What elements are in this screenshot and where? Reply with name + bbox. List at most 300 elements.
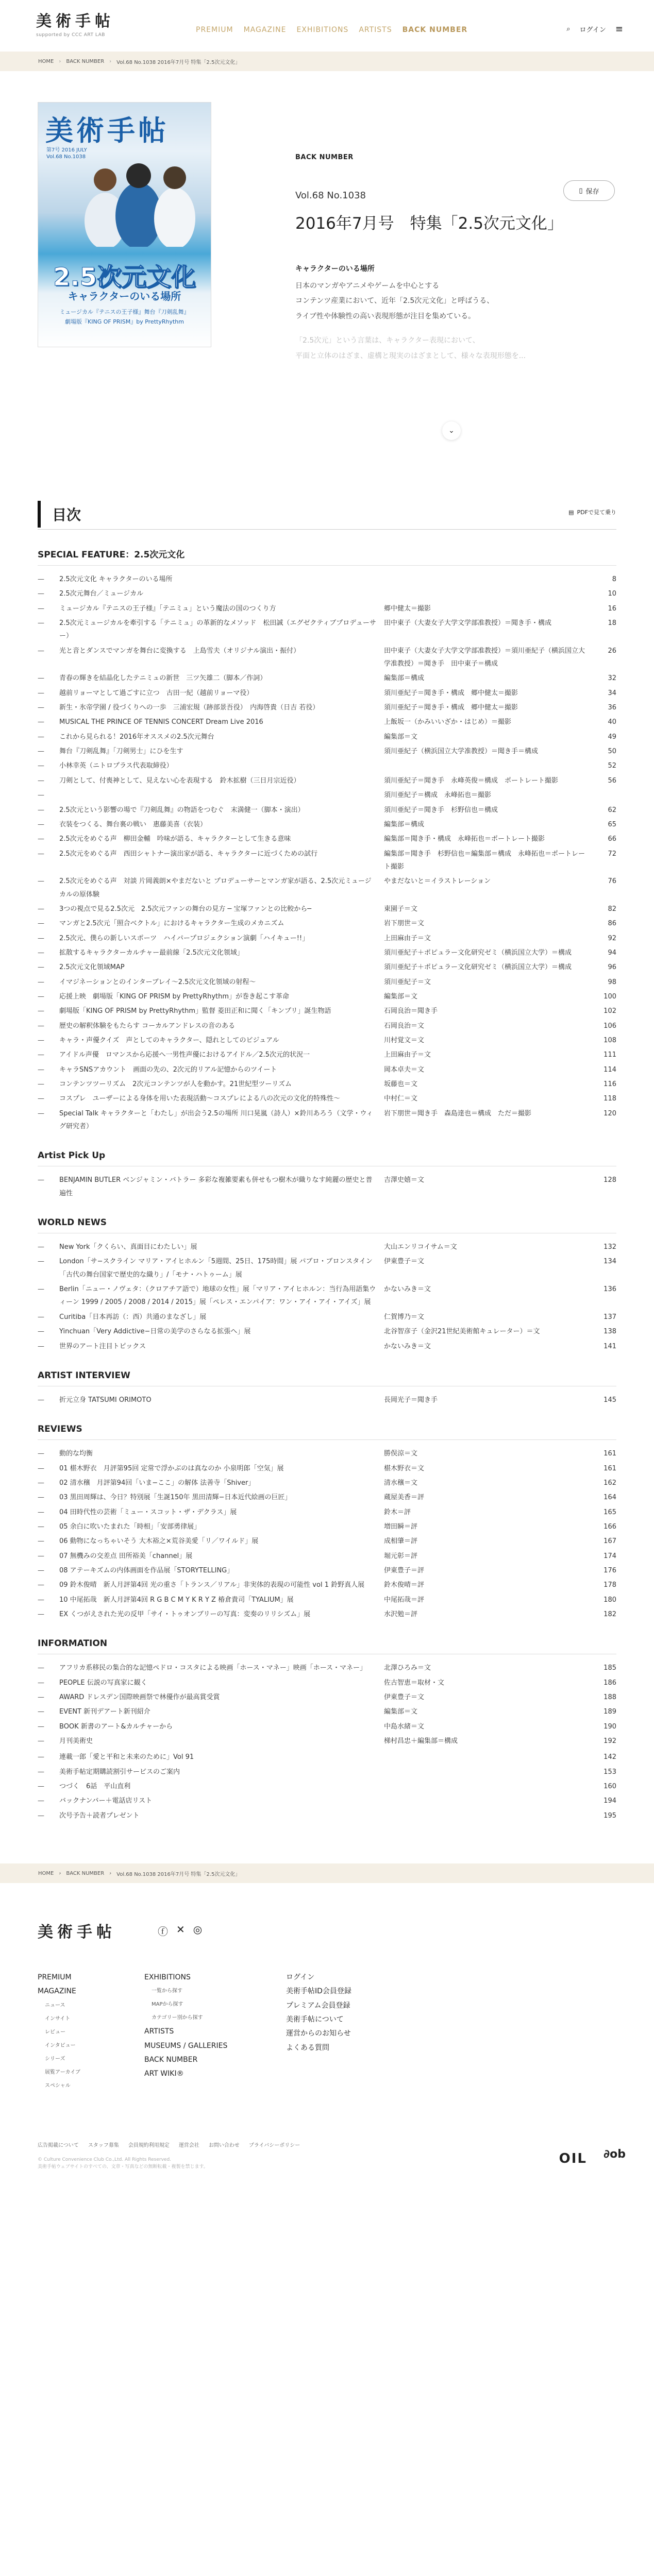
issue-hero <box>0 71 654 499</box>
toc-item-page: 10 <box>608 590 616 598</box>
toc-item-title[interactable]: 09 鈴木俊晴 新人月評第4回 光の重さ「トランス／リアル」非実体的表現の可能性 vol 1 鈴野真人展 <box>59 1581 365 1589</box>
toc-item-title[interactable] <box>59 789 384 802</box>
toc-dash: — <box>38 1596 44 1604</box>
toc-item-page: 153 <box>603 1768 616 1776</box>
footer-sublink[interactable]: MAPから探す <box>152 2002 183 2008</box>
toc-item-title[interactable]: キャラ・声優クイズ 声としてのキャラクター、隠れとしてのビジュアル <box>59 1037 279 1044</box>
toc-item-author: 鈴木俊晴＝評 <box>384 1581 425 1589</box>
login-link[interactable]: ログイン <box>579 26 606 34</box>
toc-item-title[interactable]: イマジネーションとのインターブレイ〜2.5次元文化領域の射程〜 <box>59 978 256 986</box>
toc-item-author <box>384 573 593 586</box>
toc-item-title[interactable]: 08 アテーキズムの内体画面を作品展「STORYTELLING」 <box>59 1566 234 1574</box>
legal-link[interactable]: スタッフ募集 <box>88 2143 119 2149</box>
toc-dash: — <box>38 1313 44 1321</box>
toc-item-title[interactable]: EX くつがえされた光の反甲「サイ・トゥオンブリーの写真：変奏のリリシズム」展 <box>59 1610 311 1618</box>
toc-item-page: 192 <box>603 1737 616 1745</box>
toc-item-author: 堀元彰＝評 <box>384 1552 418 1560</box>
toc-item-title[interactable]: 舞台『刀剣乱舞』「刀剣男士」にひを生す <box>59 748 183 756</box>
toc-section-title: INFORMATION <box>38 1638 616 1654</box>
toc-item-author <box>384 759 593 772</box>
footer-link[interactable]: よくある質問 <box>286 2043 329 2052</box>
toc-section-title: WORLD NEWS <box>38 1217 616 1233</box>
footer-sublink[interactable]: スペシャル <box>45 2082 71 2089</box>
toc-item-author: 成相肇＝評 <box>384 1537 418 1546</box>
toc-item-title[interactable]: London「サ−スクライン マリア・アイヒホルン「5週間、25日、175時間」展 パブロ・ブロンスタイン「古代の舞台国家で歴史的な織り」/「モナ・ハトゥーム」展 <box>59 1258 373 1279</box>
toc-item-page: 161 <box>603 1450 616 1458</box>
footer-logo[interactable]: 美術手帖 <box>38 1923 116 1942</box>
toc-item <box>38 1794 616 1807</box>
toc-item-page: 167 <box>603 1537 616 1546</box>
toc-item-author: 梯村昌忠＋編集部＝構成 <box>384 1737 458 1745</box>
toc-item <box>38 701 616 714</box>
toc-item-title[interactable]: 動的な均衡 <box>59 1450 93 1458</box>
toc-dash: — <box>38 733 44 741</box>
toc-section-title: Artist Pick Up <box>38 1150 616 1166</box>
toc-dash: — <box>38 1342 44 1350</box>
toc-item-author: 増田瞬＝評 <box>384 1522 418 1531</box>
toc-item-title[interactable]: 刀剣として、付喪神として、見えない心を表現する 鈴木拡樹（三日月宗近役） <box>59 776 300 785</box>
toc-dash: — <box>38 1258 44 1266</box>
x-icon[interactable]: ✕ <box>176 1923 185 1936</box>
toc-item-author: 蔵屋美香＝評 <box>384 1494 425 1502</box>
toc-item <box>38 976 616 989</box>
legal-link[interactable]: プライバシーポリシー <box>248 2143 300 2149</box>
toc-dash: — <box>38 934 44 942</box>
toc-item-page: 178 <box>603 1581 616 1589</box>
toc-dash: — <box>38 1797 44 1805</box>
toc-item <box>38 1394 616 1406</box>
logo-sub: supported by CCC ART LAB <box>36 32 105 38</box>
toc-item-page: 145 <box>603 1396 616 1404</box>
footer-link[interactable]: BACK NUMBER <box>144 2055 198 2064</box>
toc-dash: — <box>38 1494 44 1502</box>
toc-item-author: 大山エンリコイサム＝文 <box>384 1243 457 1251</box>
toc-item-title[interactable]: AWARD ドレスデン国際映画祭で林優作が最高賞受賞 <box>59 1693 220 1701</box>
toc-dash: — <box>38 1664 44 1672</box>
menu-icon[interactable]: ≡ <box>615 24 623 35</box>
toc-dash: — <box>38 689 44 697</box>
toc-item-title[interactable]: 次号予告＋読者プレゼント <box>59 1811 140 1820</box>
toc-item-page: 174 <box>603 1552 616 1560</box>
toc-item-title[interactable]: 拡散するキャラクターカルチャー最前線「2.5次元文化領域」 <box>59 948 244 957</box>
toc-item-title[interactable]: 光と音とダンスでマンガを舞台に変換する 上島雪夫（オリジナル演出・振付） <box>59 647 300 655</box>
legal-link[interactable]: 広告掲載について <box>38 2143 79 2149</box>
toc-dash: — <box>38 1037 44 1044</box>
toc-item <box>38 1283 616 1309</box>
cover-image <box>38 102 211 347</box>
toc-dash: — <box>38 1022 44 1030</box>
toc-item <box>38 602 616 615</box>
toc-item <box>38 1241 616 1253</box>
toc-item-author: 編集部＝文 <box>384 1708 418 1716</box>
footer-sublink[interactable]: 一覧から探す <box>152 1988 182 1994</box>
toc-item-title[interactable]: Special Talk キャラクターと「わたし」が出会う2.5の場所 川口晃嵐（詩人）×鈴川あろう（文学・ウィグ研究者） <box>59 1109 373 1131</box>
toc-item-author: 北澤ひろみ＝文 <box>384 1664 431 1672</box>
save-label: 保存 <box>585 188 599 196</box>
toc-item-page: 114 <box>603 1065 616 1074</box>
breadcrumb-item: Vol.68 No.1038 2016年7月号 特集「2.5次元文化」 <box>116 59 241 65</box>
toc-item <box>38 1340 616 1353</box>
toc-item-author: 編集部＝構成 <box>384 674 425 683</box>
cover-title: 美術手帖 <box>45 114 169 147</box>
breadcrumb-item[interactable]: BACK NUMBER <box>66 58 105 64</box>
toc-item-page: 18 <box>608 619 616 628</box>
toc-dash: — <box>38 1722 44 1731</box>
bookmark-icon: ▯ <box>579 187 583 195</box>
toc-item-page: 62 <box>608 806 616 814</box>
toc-item-author <box>384 1809 593 1822</box>
footer-link[interactable]: EXHIBITIONS <box>144 1973 191 1982</box>
toc-item-title[interactable]: 2.5次元をめぐる声 対談 片岡義朗×やまだないと プロデューサーとマンガ家が語る、2.5次元ミュージカルの原体験 <box>59 877 372 899</box>
toc-item <box>38 1564 616 1577</box>
toc-dash: — <box>38 1737 44 1745</box>
breadcrumb-separator-icon: › <box>109 58 112 64</box>
toc-item-title[interactable]: 青春の輝きを結晶化したテニミュの新世 三ツ矢雄二（脚本／作詞） <box>59 674 267 683</box>
toc-item-author: 須川亜紀子（横浜国立大学准教授）＝聞き手＝構成 <box>384 748 539 756</box>
toc-item <box>38 687 616 700</box>
toc-dash: — <box>38 1176 44 1184</box>
toc-item-title[interactable]: アイドル声優 ロマンスから応援へ一男性声優におけるアイドル／2.5次元的状況一 <box>59 1051 310 1059</box>
toc-item-author: 鈴木＝評 <box>384 1508 411 1516</box>
toc-item-page: 102 <box>603 1007 616 1015</box>
toc-item-title[interactable]: 01 椹木野衣 月評第95回 定常で浮かぶのは真なのか 小泉明郎「空気」展 <box>59 1464 284 1472</box>
toc-item <box>38 1048 616 1061</box>
footer-col-2 <box>144 1971 227 2081</box>
footer-link[interactable]: MAGAZINE <box>38 1987 76 1996</box>
breadcrumb-item[interactable]: BACK NUMBER <box>66 1870 105 1876</box>
issue-title: 2016年7月号 特集「2.5次元文化」 <box>295 214 563 233</box>
toc-item-author: 水沢勉＝評 <box>384 1610 418 1618</box>
toc-item-title[interactable]: つづく 6話 平山直利 <box>59 1783 131 1791</box>
global-nav <box>196 26 467 34</box>
site-logo[interactable] <box>36 14 114 38</box>
toc-item <box>38 1751 616 1764</box>
footer-link[interactable]: ログイン <box>286 1973 315 1982</box>
oil-brand[interactable]: OIL <box>559 2151 587 2167</box>
toc-item-title[interactable]: 2.5次元をめぐる声 西田シャトナー演出家が語る、キャラクターに近づくための試行 <box>59 850 318 858</box>
toc-item <box>38 903 616 916</box>
toc-dash: — <box>38 1396 44 1404</box>
breadcrumb-separator-icon: › <box>109 1870 112 1876</box>
toc-item-title[interactable]: Yinchuan「Very Addictive−日常の美学のさらなる拡張へ」展 <box>59 1328 251 1336</box>
toc-item-page: 176 <box>603 1566 616 1574</box>
toc-item-title[interactable]: コスプレ ユーザーによる身体を用いた表現活動〜コスプレによる八の次元の文化的特殊性〜 <box>59 1095 340 1103</box>
toc-item-author: 中島水緒＝文 <box>384 1722 425 1731</box>
toc-item <box>38 731 616 743</box>
toc-item-title[interactable]: 07 無機みの交差点 田所裕美「channel」展 <box>59 1552 193 1560</box>
toc-item-author: 伊東豊子＝文 <box>384 1693 425 1701</box>
toc-item-title[interactable]: 連載一郎「愛と平和と未来のために」Vol 91 <box>59 1753 194 1761</box>
toc-item <box>38 990 616 1003</box>
toc-item-title[interactable]: 2.5次元、僕らの新しいスポーツ ハイパープロジェクション演劇「ハイキュー!!」 <box>59 934 309 942</box>
toc-item-title[interactable]: MUSICAL THE PRINCE OF TENNIS CONCERT Dream Live 2016 <box>59 718 263 726</box>
footer-sublink[interactable]: シリーズ <box>45 2056 65 2062</box>
legal-link[interactable]: 運営会社 <box>178 2143 199 2149</box>
footer-link[interactable]: ART WIKI® <box>144 2070 184 2078</box>
toc-dash: — <box>38 604 44 613</box>
toc-item-author <box>384 587 593 600</box>
toc-dash: — <box>38 1479 44 1487</box>
breadcrumb-item: Vol.68 No.1038 2016年7月号 特集「2.5次元文化」 <box>116 1871 241 1877</box>
toc-item-title[interactable]: Berlin「ニュー・ノヴェタ：（クロアチア語で）地球の女性」展「マリア・アイヒホルン：当行為用語集ウィーン 1999 / 2005 / 2008 / 2014 / 2015」展「ペレス・エンパイア：ワン・アイ・アイ・アイズ」展 <box>59 1285 376 1307</box>
toc-dash: — <box>38 1007 44 1015</box>
facebook-icon[interactable]: ⓕ <box>158 1925 168 1938</box>
toc-item-title[interactable]: New York「クくらい、真面目にわたしい」展 <box>59 1243 197 1251</box>
toc-body <box>38 547 616 1822</box>
toc-item <box>38 759 616 772</box>
toc-item <box>38 645 616 671</box>
search-icon[interactable]: ⌕ <box>566 25 571 33</box>
toc-item-title[interactable]: BOOK 新書のアート&カルチャーから <box>59 1722 173 1731</box>
toc-dash: — <box>38 1610 44 1618</box>
toc-item-page: 76 <box>608 877 616 886</box>
toc-item <box>38 1034 616 1047</box>
footer-sublink[interactable]: カテゴリー別から探す <box>152 2015 203 2021</box>
toc-item-author: 川村覚文＝文 <box>384 1037 425 1044</box>
toc-item-page: 86 <box>608 920 616 928</box>
toc-item-title[interactable]: EVENT 新刊デアート新刊紹介 <box>59 1708 150 1716</box>
toc-title: 目次 <box>52 506 81 523</box>
toc-item <box>38 1705 616 1718</box>
toc-item-title[interactable]: 2.5次元舞台／ミュージカル <box>59 590 144 598</box>
toc-dash: — <box>38 1243 44 1251</box>
toc-item <box>38 617 616 643</box>
toc-item-title[interactable]: BENJAMIN BUTLER ベンジャミン・バトラー 多彩な複雑要素も併せもつ樹木が織りなす純麗の歴史と普遍性 <box>59 1176 373 1197</box>
toc-item-author: 中村仁＝文 <box>384 1095 418 1103</box>
toc-item-author: 勝俣涼＝文 <box>384 1450 418 1458</box>
toc-item-author: 田中東子（大妻女子大学文学部准教授）＝須川亜紀子（横浜国立大学准教授）＝聞き手 田中東子＝構成 <box>384 647 585 668</box>
toc-item-author: 岩下朋世＝聞き手 森島達也＝構成 ただ＝撮影 <box>384 1109 532 1117</box>
dob-brand[interactable]: ∂ob <box>603 2148 626 2161</box>
toc-item <box>38 1735 616 1748</box>
toc-dash: — <box>38 905 44 913</box>
toc-item-page: 52 <box>608 762 616 770</box>
nav-item-artists[interactable]: ARTISTS <box>359 26 392 34</box>
toc-item <box>38 1005 616 1018</box>
expand-chevron-down-icon[interactable]: ⌄ <box>442 421 461 440</box>
toc-item-author: 編集部＝文 <box>384 733 418 741</box>
legal-link[interactable]: 会員規約利用規定 <box>128 2143 170 2149</box>
toc-list <box>38 1241 616 1353</box>
toc-item-author: 仁賀博乃＝文 <box>384 1313 425 1321</box>
toc-item-page: 190 <box>603 1722 616 1731</box>
toc-item <box>38 818 616 831</box>
toc-item-author: 長岡光子＝聞き手 <box>384 1396 438 1404</box>
toc-item <box>38 1092 616 1105</box>
toc-bar <box>38 501 41 528</box>
footer-link[interactable]: 美術手帖について <box>286 2015 344 2024</box>
toc-list <box>38 1174 616 1200</box>
toc-dash: — <box>38 1693 44 1701</box>
toc-item-title[interactable]: 応援上映 劇場版「KING OF PRISM by PrettyRhythm」が巻き起こす革命 <box>59 992 290 1001</box>
instagram-icon[interactable]: ◎ <box>193 1923 203 1936</box>
toc-item-page: 66 <box>608 835 616 843</box>
save-button[interactable] <box>563 180 615 201</box>
toc-dash: — <box>38 590 44 598</box>
toc-item-author: 須川亜紀子＋ポピュラー文化研究ゼミ（横浜国立大学）＝構成 <box>384 948 572 957</box>
toc-item <box>38 587 616 600</box>
toc-dash: — <box>38 1109 44 1117</box>
toc-item-author: かないみき＝文 <box>384 1342 431 1350</box>
toc-item-title[interactable]: コンテンツツーリズム 2次元コンテンツが人を動かす。21世紀型ツーリズム <box>59 1080 292 1089</box>
toc-item-title[interactable]: 新生・氷帝学園 / 役づくりへの一歩 三浦宏規（跡部景吾役） 内海啓貴（日吉 若役） <box>59 704 320 712</box>
footer-sublink[interactable]: インサイト <box>45 2015 71 2022</box>
toc-item <box>38 1174 616 1200</box>
toc-item-title[interactable]: 衣装をつくる、舞台裏の戦い 惠藤美喜（衣装） <box>59 820 207 828</box>
nav-item-exhibitions[interactable]: EXHIBITIONS <box>296 26 349 34</box>
toc-item-author: 北谷智彦子（金沢21世紀美術館キュレーター）＝文 <box>384 1328 540 1336</box>
toc-item-page: 8 <box>612 575 616 583</box>
toc-item-title[interactable]: 05 余白に吹いたまれた「時相」「安部勇律展」 <box>59 1522 201 1531</box>
toc-item <box>38 1535 616 1548</box>
toc-item-page: 108 <box>603 1037 616 1044</box>
toc-item-page: 32 <box>608 674 616 683</box>
toc-item-author: 須川亜紀子＝聞き手・構成 郷中健太＝撮影 <box>384 689 518 697</box>
toc-item-title[interactable]: これから見られる！2016年オススメの2.5次元舞台 <box>59 733 214 741</box>
toc-item-title[interactable]: 10 中尾拓哉 新人月評第4回 R G B C M Y K R Y Z 椿倉貴司「TYALIUM」展 <box>59 1596 294 1604</box>
nav-item-magazine[interactable]: MAGAZINE <box>243 26 287 34</box>
toc-item-title[interactable]: アフリカ系移民の集合的な記憶ペドロ・コスタによる映画「ホース・マネー」映画「ホース・マネー」 <box>59 1664 367 1672</box>
issue-body-faded: 「2.5次元」という言葉は、キャラクター表現において、 平面と立体のはざま、虚構と現実のはざまとして、様々な表現形態を... <box>295 336 526 360</box>
toc-dash: — <box>38 1450 44 1458</box>
toc-item-page: 118 <box>603 1095 616 1103</box>
toc-item-author: 伊東豊子＝評 <box>384 1566 425 1574</box>
toc-dash: — <box>38 1566 44 1574</box>
toc-item-title[interactable]: 美術手帖定期購読割引サービスのご案内 <box>59 1768 180 1776</box>
toc-item-author: 上飯坂一（かみいいざか・はじめ）＝撮影 <box>384 718 512 726</box>
toc-dash: — <box>38 992 44 1001</box>
toc-dash: — <box>38 1522 44 1531</box>
copyright: © Culture Convenience Club Co.,Ltd. All Rights Reserved. 美術手帖ウェブサイトのすべての、文章・写真などの無断転載・複製を禁じます。 <box>38 2157 208 2170</box>
footer-sublink[interactable]: インタビュー <box>45 2042 76 2048</box>
toc-item <box>38 1579 616 1591</box>
toc-section-title: SPECIAL FEATURE：2.5次元文化 <box>38 547 616 566</box>
toc-dash: — <box>38 877 44 886</box>
toc-item-page: 96 <box>608 963 616 972</box>
toc-dash: — <box>38 674 44 683</box>
issue-info <box>295 154 615 364</box>
toc-item-title[interactable]: 越前リョーマとして過ごすに立つ 古田一紀（越前リョーマ役） <box>59 689 254 697</box>
issue-lead: キャラクターのいる場所 <box>295 265 375 273</box>
footer-link[interactable]: 美術手帖ID会員登録 <box>286 1987 351 1996</box>
toc-item-title[interactable]: Curitiba「日本再訪（：西）共通のまなざし」展 <box>59 1313 207 1321</box>
toc-item-title[interactable]: 3つの視点で見る2.5次元 2.5次元ファンの舞台の見方 ─ 宝塚ファンとの比較から─ <box>59 905 312 913</box>
footer-col-3 <box>286 1971 351 2055</box>
footer-sublink[interactable]: 展覧アーカイブ <box>45 2069 80 2075</box>
toc-item-page: 165 <box>603 1508 616 1516</box>
toc-item-title[interactable]: バックナンバー＋電話店リスト <box>59 1797 153 1805</box>
issue-number: Vol.68 No.1038 <box>295 190 366 201</box>
toc-item <box>38 833 616 845</box>
toc-item-title[interactable]: 02 清水穣 月評第94回「いま−ここ」の解体 法善寺「Shiver」 <box>59 1479 255 1487</box>
toc-item-page: 92 <box>608 934 616 942</box>
toc-item-title[interactable]: 折元立身 TATSUMI ORIMOTO <box>59 1396 152 1404</box>
toc-item-author <box>384 1794 593 1807</box>
toc-item-title[interactable]: 劇場版「KING OF PRISM by PrettyRhythm」監督 菱田正和に聞く「キンプリ」誕生物語 <box>59 1007 331 1015</box>
toc-item <box>38 1078 616 1091</box>
pdf-link[interactable] <box>568 508 616 516</box>
toc-item-title[interactable]: 04 田時代性の芸術「ミュー・スコット・ザ・デクラス」展 <box>59 1508 237 1516</box>
footer-link[interactable]: MUSEUMS / GALLERIES <box>144 2041 228 2050</box>
toc-item-author: 郷中健太＝撮影 <box>384 604 431 613</box>
toc-item <box>38 1447 616 1460</box>
toc-item-title[interactable]: 小林幸英（ニトロプラス代表取締役） <box>59 762 173 770</box>
toc-item-page: 34 <box>608 689 616 697</box>
breadcrumb-item[interactable]: HOME <box>38 58 54 64</box>
toc-item-title[interactable]: 月刊美術史 <box>59 1737 93 1745</box>
toc-item-title[interactable]: PEOPLE 伝説の写真家に観く <box>59 1679 147 1687</box>
toc-dash: — <box>38 835 44 843</box>
footer-link[interactable]: 運営からのお知らせ <box>286 2029 351 2038</box>
toc-item-title[interactable]: 2.5次元ミュージカルを牽引する「テニミュ」の革新的なメソッド 松田誠（エグゼクティブプロデューサー） <box>59 619 376 640</box>
footer-link[interactable]: ARTISTS <box>144 2027 174 2036</box>
toc-item-title[interactable]: マンガと2.5次元「照合ベクトル」におけるキャラクター生成のメカニズム <box>59 920 284 928</box>
toc-item-author: 岡本卓夫＝文 <box>384 1065 425 1074</box>
toc-item-author: かないみき＝文 <box>384 1285 431 1294</box>
toc-item-page: 185 <box>603 1664 616 1672</box>
toc-item-page: 132 <box>603 1243 616 1251</box>
pdf-label: PDFで見て乗り <box>577 509 616 516</box>
toc-item-page: 180 <box>603 1596 616 1604</box>
site-footer <box>0 1883 654 2172</box>
toc-item-author: 椹木野衣＝文 <box>384 1464 425 1472</box>
toc-item-title[interactable]: 03 黒田周輝は、今日？特別展「生誕150年 黒田清輝−日本近代絵画の巨匠」 <box>59 1494 292 1502</box>
toc-item-author: 須川亜紀子＝聞き手 杉野信也＝構成 <box>384 806 498 814</box>
breadcrumb-item[interactable]: HOME <box>38 1870 54 1876</box>
toc-item <box>38 1325 616 1338</box>
toc-item-author: 上田麻由子＝文 <box>384 934 431 942</box>
cover-headline: 2.5次元文化 <box>53 263 196 292</box>
toc-item-title[interactable]: 歴史の解釈体験をもたらす コーカルアンドレスの音のある <box>59 1022 235 1030</box>
toc-item-title[interactable]: 2.5次元という影響の場で『刀剣乱舞』の物語をつむぐ 末満健一（脚本・演出） <box>59 806 305 814</box>
nav-item-back-number[interactable]: BACK NUMBER <box>402 26 468 34</box>
toc-item <box>38 1662 616 1674</box>
toc-item-author: 須川亜紀子＝構成 永峰拓也＝撮影 <box>384 791 492 800</box>
toc-item-page: 120 <box>603 1109 616 1117</box>
toc-dash: — <box>38 1679 44 1687</box>
toc-dash: — <box>38 704 44 712</box>
toc-item-title[interactable]: 2.5次元文化領域MAP <box>59 963 125 972</box>
toc-dash: — <box>38 1811 44 1820</box>
footer-link[interactable]: PREMIUM <box>38 1973 72 1982</box>
toc-dash: — <box>38 748 44 756</box>
toc-item-title[interactable]: キャラSNSアカウント 画面の先の、2次元的リアル記憶からのツイート <box>59 1065 277 1074</box>
toc-item-title[interactable]: 2.5次元をめぐる声 柳田金輔 吟味が語る、キャラクターとして生きる意味 <box>59 835 291 843</box>
toc-dash: — <box>38 1065 44 1074</box>
legal-link[interactable]: お問い合わせ <box>208 2143 240 2149</box>
toc-item-author: 上田麻由子＝文 <box>384 1051 431 1059</box>
toc-item-page: 194 <box>603 1797 616 1805</box>
toc-item-author: 須川亜紀子＝聞き手 永峰英俊＝構成 ポートレート撮影 <box>384 776 559 785</box>
header-right <box>566 24 623 35</box>
toc-dash: — <box>38 791 44 800</box>
toc-item-author: 石岡良治＝文 <box>384 1022 425 1030</box>
footer-link[interactable]: プレミアム会員登録 <box>286 2001 350 2010</box>
toc-item-title[interactable]: 06 動物になっちゃいそう 大木裕之×荒谷美愛「リ／ワイルド」展 <box>59 1537 259 1546</box>
nav-item-premium[interactable]: PREMIUM <box>196 26 233 34</box>
toc-item <box>38 1594 616 1606</box>
toc-item-title[interactable]: ミュージカル『テニスの王子様』「テニミュ」という魔法の国のつくり方 <box>59 604 276 613</box>
footer-breadcrumb <box>0 1863 654 1883</box>
toc-item-author: 吉澤史嬉＝文 <box>384 1176 425 1184</box>
toc-dash: — <box>38 619 44 628</box>
toc-item-title[interactable]: 世界のアート注目トピックス <box>59 1342 146 1350</box>
toc-item-author: 清水穣＝文 <box>384 1479 418 1487</box>
toc-item-author: 田中東子（大妻女子大学文学部准教授）＝聞き手・構成 <box>384 619 552 628</box>
footer-sublink[interactable]: レビュー <box>45 2029 65 2035</box>
footer-sublink[interactable]: ニュース <box>45 2002 65 2008</box>
toc-item-title[interactable]: 2.5次元文化 キャラクターのいる場所 <box>59 575 173 583</box>
